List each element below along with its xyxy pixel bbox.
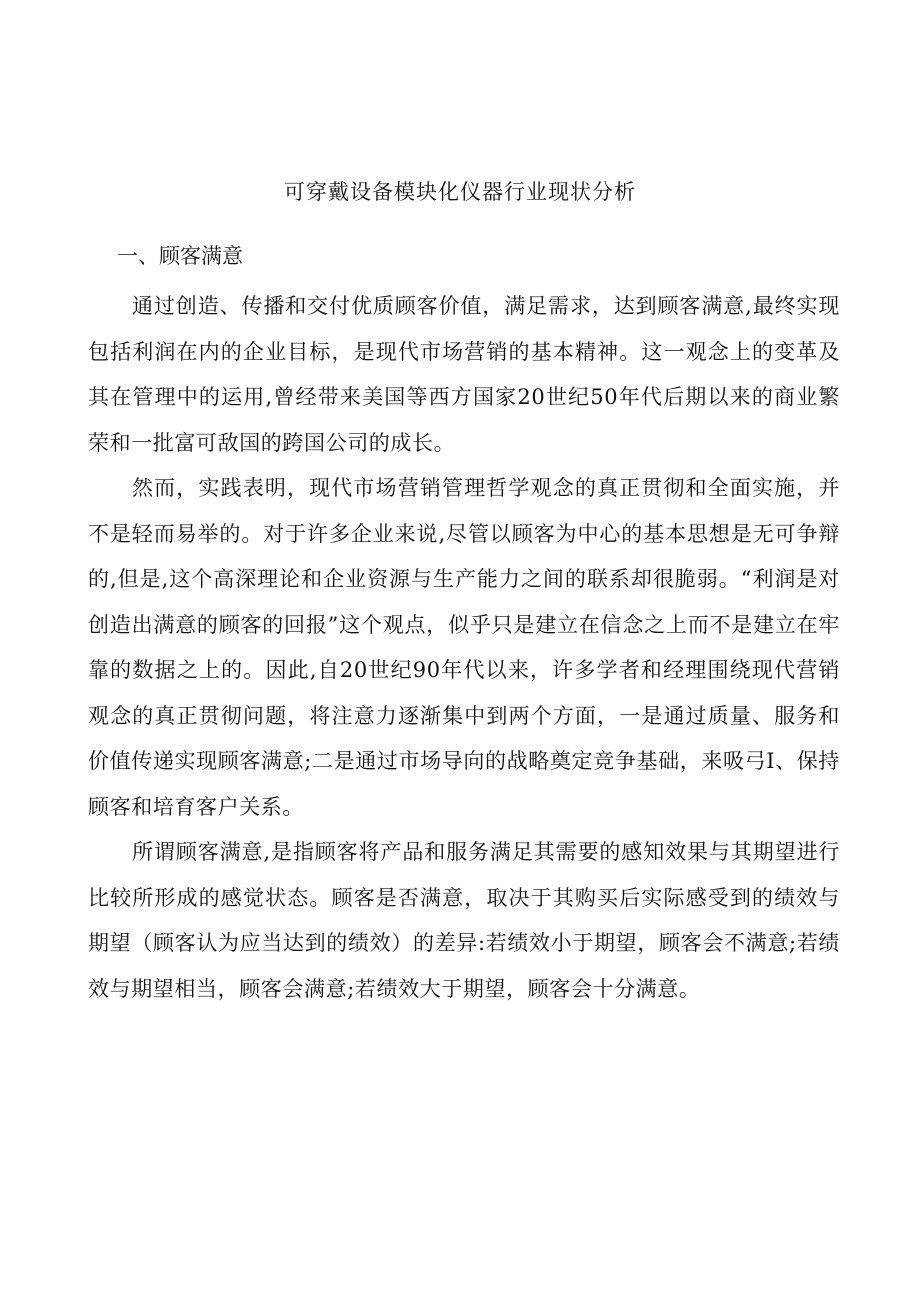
paragraph-3: 所谓顾客满意,是指顾客将产品和服务满足其需要的感知效果与其期望进行比较所形成的感觉状态。顾客是否满意，取决于其购买后实际感受到的绩效与期望（顾客认为应当达到的绩效）的差异:若绩效小于期望，顾客会不满意;若绩效与期望相当，顾客会满意;若绩效大于期望，顾客会十分满意。 [88,840,840,1001]
document-body [88,284,840,1012]
paragraph-1: 通过创造、传播和交付优质顾客价值，满足需求，达到顾客满意,最终实现包括利润在内的企业目标，是现代市场营销的基本精神。这一观念上的变革及其在管理中的运用,曾经带来美国等西方国家20世纪50年代后期以来的商业繁荣和一批富可敌国的跨国公司的成长。 [88,294,840,455]
section-heading: 一、顾客满意 [117,244,243,268]
document-title: 可穿戴设备模块化仪器行业现状分析 [284,180,636,204]
paragraph-2: 然而，实践表明，现代市场营销管理哲学观念的真正贯彻和全面实施，并不是轻而易举的。对于许多企业来说,尽管以顾客为中心的基本思想是无可争辩的,但是,这个高深理论和企业资源与生产能力之间的联系却很脆弱。“利润是对创造出满意的顾客的回报”这个观点，似乎只是建立在信念之上而不是建立在牢靠的数据之上的。因此,自20世纪90年代以来，许多学者和经理围绕现代营销观念的真正贯彻问题，将注意力逐渐集中到两个方面，一是通过质量、服务和价值传递实现顾客满意;二是通过市场导向的战略奠定竞争基础，来吸弓I、保持顾客和培育客户关系。 [88,476,840,819]
